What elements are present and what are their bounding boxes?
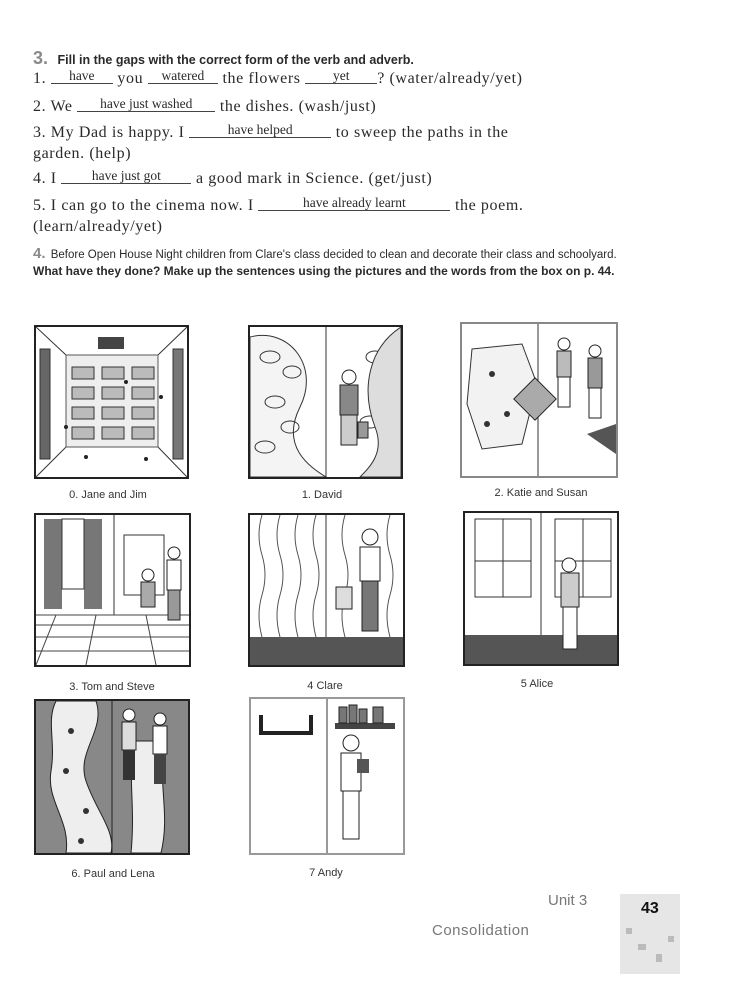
- sentence-3-cont: garden. (help): [33, 145, 132, 162]
- sentence-2-text: the dishes. (wash/just): [219, 98, 377, 115]
- sentence-4: [33, 170, 432, 188]
- sentence-3-start: 3. My Dad is happy. I: [33, 124, 185, 141]
- sentence-4-start: 4. I: [33, 170, 57, 187]
- sentence-1-text-a: you: [117, 70, 144, 87]
- sentence-5: [33, 197, 523, 215]
- caption-2: 2. Katie and Susan: [494, 487, 588, 499]
- picture-classroom: [34, 325, 189, 479]
- caption-4: 4 Clare: [307, 680, 343, 692]
- sentence-3-text: to sweep the paths in the: [335, 124, 509, 141]
- answer-4[interactable]: have just got: [61, 168, 191, 184]
- picture-clare: [248, 513, 405, 667]
- sentence-4-text: a good mark in Science. (get/just): [195, 170, 433, 187]
- answer-1c[interactable]: yet: [305, 68, 377, 84]
- caption-6: 6. Paul and Lena: [71, 868, 155, 880]
- sentence-1-text-b: the flowers: [222, 70, 301, 87]
- sentence-1-text-c: ? (water/already/yet): [377, 70, 523, 87]
- exercise-4-number: 4.: [33, 245, 46, 262]
- footer-unit: Unit 3: [548, 892, 588, 909]
- page-number: 43: [641, 900, 659, 917]
- exercise-3-heading: [33, 48, 414, 69]
- answer-3[interactable]: have helped: [189, 122, 331, 138]
- sentence-2: [33, 98, 376, 116]
- exercise-4: [33, 246, 618, 280]
- picture-paul-lena: [34, 699, 190, 855]
- picture-david: [248, 325, 403, 479]
- caption-3: 3. Tom and Steve: [69, 681, 155, 693]
- sentence-5-text: the poem.: [454, 197, 524, 214]
- answer-1b[interactable]: watered: [148, 68, 218, 84]
- caption-1: 1. David: [301, 489, 343, 501]
- caption-0: 0. Jane and Jim: [69, 489, 147, 501]
- answer-1a[interactable]: have: [51, 68, 113, 84]
- picture-andy: [249, 697, 405, 855]
- footer-section: Consolidation: [432, 922, 530, 939]
- caption-5: 5 Alice: [520, 678, 554, 690]
- picture-alice: [463, 511, 619, 666]
- sentence-5-cont: (learn/already/yet): [33, 218, 163, 235]
- sentence-1-number: 1.: [33, 70, 47, 87]
- exercise-4-intro: Before Open House Night children from Clare's class decided to clean and decorate their class and schoolyard.: [50, 249, 617, 261]
- exercise-4-task: What have they done? Make up the sentences using the pictures and the words from the box on p. 44.: [33, 264, 615, 278]
- exercise-3-instruction: Fill in the gaps with the correct form of the verb and adverb.: [57, 53, 414, 67]
- sentence-1: [33, 70, 523, 88]
- picture-katie-susan: [460, 322, 618, 478]
- sentence-5-start: 5. I can go to the cinema now. I: [33, 197, 254, 214]
- sentence-2-start: 2. We: [33, 98, 73, 115]
- sentence-3: [33, 124, 509, 142]
- answer-5[interactable]: have already learnt: [258, 195, 450, 211]
- exercise-3-number: 3.: [33, 48, 49, 68]
- answer-2[interactable]: have just washed: [77, 96, 215, 112]
- picture-tom-steve: [34, 513, 191, 667]
- caption-7: 7 Andy: [309, 867, 343, 879]
